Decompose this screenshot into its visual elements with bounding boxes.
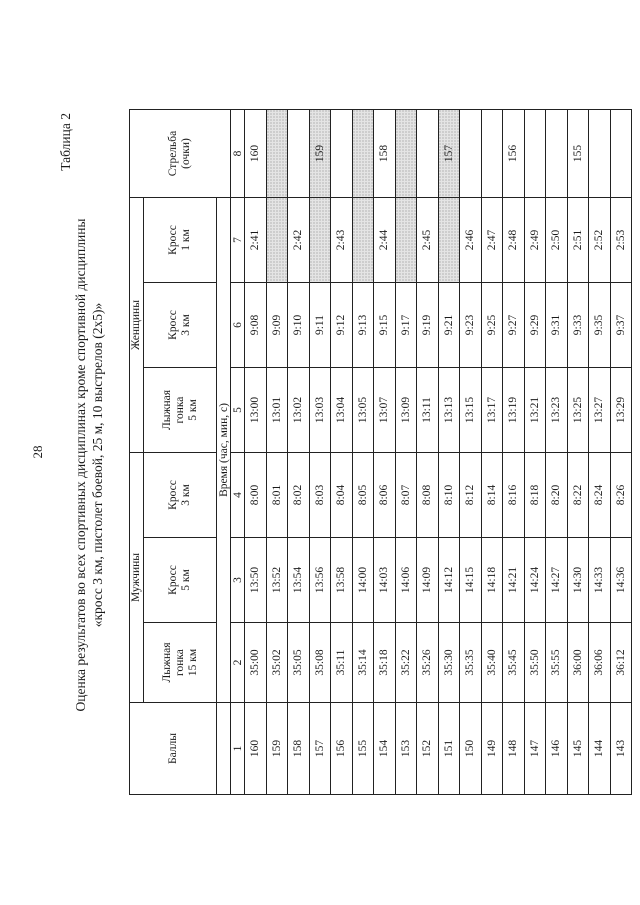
col-header-men-cross-5km <box>144 538 217 623</box>
points-cell: 159 <box>266 703 288 795</box>
table-label: Таблица 2 <box>58 113 73 171</box>
women-ski-5km-cell: 13:25 <box>567 368 589 453</box>
women-cross-3km-cell: 9:19 <box>417 283 439 368</box>
men-cross-5km-cell: 14:33 <box>589 538 611 623</box>
points-cell: 156 <box>331 703 353 795</box>
title-line: «кросс 3 км, пистолет боевой, 25 м, 10 выстрелов (2х5)» <box>90 302 105 628</box>
col-header-line: гонка <box>173 396 186 424</box>
women-cross-3km-cell: 9:08 <box>245 283 267 368</box>
women-cross-3km-cell: 9:13 <box>352 283 374 368</box>
men-ski-15km-cell: 35:30 <box>438 623 460 703</box>
column-number: 1 <box>231 703 245 795</box>
men-ski-15km-cell: 36:00 <box>567 623 589 703</box>
col-header-line: гонка <box>173 649 186 676</box>
shooting-header-line: (очки) <box>180 138 192 169</box>
women-cross-1km-cell <box>395 197 417 282</box>
points-cell: 145 <box>567 703 589 795</box>
men-cross-3km-cell: 8:08 <box>417 453 439 538</box>
table-row <box>567 109 589 794</box>
men-cross-3km-cell: 8:00 <box>245 453 267 538</box>
women-cross-1km-cell: 2:41 <box>245 197 267 282</box>
shooting-cell <box>395 109 417 197</box>
table-row <box>288 109 310 794</box>
shooting-cell <box>460 109 482 197</box>
table-row <box>395 109 417 794</box>
shooting-header <box>130 109 231 197</box>
shooting-cell <box>331 109 353 197</box>
women-cross-3km-cell: 9:09 <box>266 283 288 368</box>
men-cross-3km-cell: 8:24 <box>589 453 611 538</box>
men-ski-15km-cell: 35:40 <box>481 623 503 703</box>
rotated-content <box>50 85 627 845</box>
table-row <box>266 109 288 794</box>
table-title <box>72 85 106 845</box>
col-header-line: Кросс <box>167 565 179 595</box>
page-number: 28 <box>30 445 45 459</box>
table-row <box>481 109 503 794</box>
men-ski-15km-cell: 35:50 <box>524 623 546 703</box>
men-cross-3km-cell: 8:06 <box>374 453 396 538</box>
men-cross-5km-cell: 14:21 <box>503 538 525 623</box>
women-cross-1km-cell <box>266 197 288 282</box>
women-cross-3km-cell: 9:25 <box>481 283 503 368</box>
column-number: 8 <box>231 109 245 197</box>
col-header-men-cross-3km <box>144 453 217 538</box>
column-number: 3 <box>231 538 245 623</box>
shooting-cell <box>524 109 546 197</box>
col-header-line: 3 км <box>180 314 192 336</box>
shooting-cell: 159 <box>309 109 331 197</box>
men-ski-15km-cell: 35:00 <box>245 623 267 703</box>
men-ski-15km-cell: 35:11 <box>331 623 353 703</box>
men-cross-5km-cell: 14:18 <box>481 538 503 623</box>
men-cross-5km-cell: 13:56 <box>309 538 331 623</box>
column-number: 2 <box>231 623 245 703</box>
men-ski-15km-cell: 36:12 <box>610 623 632 703</box>
shooting-cell <box>352 109 374 197</box>
women-cross-3km-cell: 9:23 <box>460 283 482 368</box>
men-cross-3km-cell: 8:14 <box>481 453 503 538</box>
men-header: Мужчины <box>130 453 144 703</box>
points-cell: 143 <box>610 703 632 795</box>
table-row <box>245 109 267 794</box>
men-ski-15km-cell: 35:22 <box>395 623 417 703</box>
women-ski-5km-cell: 13:21 <box>524 368 546 453</box>
men-cross-3km-cell: 8:02 <box>288 453 310 538</box>
men-ski-15km-cell: 35:45 <box>503 623 525 703</box>
women-cross-3km-cell: 9:10 <box>288 283 310 368</box>
women-cross-3km-cell: 9:31 <box>546 283 568 368</box>
women-cross-1km-cell: 2:48 <box>503 197 525 282</box>
women-cross-1km-cell: 2:53 <box>610 197 632 282</box>
men-ski-15km-cell: 35:26 <box>417 623 439 703</box>
men-cross-5km-cell: 14:12 <box>438 538 460 623</box>
shooting-header-line: Стрельба <box>167 130 179 177</box>
points-cell: 155 <box>352 703 374 795</box>
shooting-cell <box>288 109 310 197</box>
men-cross-3km-cell: 8:10 <box>438 453 460 538</box>
women-ski-5km-cell: 13:27 <box>589 368 611 453</box>
men-cross-5km-cell: 14:06 <box>395 538 417 623</box>
men-ski-15km-cell: 36:06 <box>589 623 611 703</box>
points-cell: 160 <box>245 703 267 795</box>
men-cross-3km-cell: 8:26 <box>610 453 632 538</box>
women-cross-3km-cell: 9:29 <box>524 283 546 368</box>
women-cross-3km-cell: 9:11 <box>309 283 331 368</box>
women-ski-5km-cell: 13:00 <box>245 368 267 453</box>
table-body <box>245 109 632 794</box>
col-header-line: 5 км <box>180 569 192 591</box>
women-cross-3km-cell: 9:37 <box>610 283 632 368</box>
men-ski-15km-cell: 35:02 <box>266 623 288 703</box>
women-ski-5km-cell: 13:09 <box>395 368 417 453</box>
shooting-cell <box>417 109 439 197</box>
shooting-cell <box>589 109 611 197</box>
women-ski-5km-cell: 13:07 <box>374 368 396 453</box>
shooting-cell <box>546 109 568 197</box>
men-cross-5km-cell: 14:27 <box>546 538 568 623</box>
men-cross-3km-cell: 8:22 <box>567 453 589 538</box>
men-ski-15km-cell: 35:05 <box>288 623 310 703</box>
points-cell: 154 <box>374 703 396 795</box>
men-ski-15km-cell: 35:18 <box>374 623 396 703</box>
time-unit-label: Время (час, мин, с) <box>217 197 231 702</box>
women-cross-1km-cell: 2:47 <box>481 197 503 282</box>
men-cross-5km-cell: 13:52 <box>266 538 288 623</box>
women-cross-3km-cell: 9:12 <box>331 283 353 368</box>
shooting-cell <box>610 109 632 197</box>
shooting-cell <box>266 109 288 197</box>
women-ski-5km-cell: 13:01 <box>266 368 288 453</box>
table-row <box>352 109 374 794</box>
women-ski-5km-cell: 13:03 <box>309 368 331 453</box>
men-cross-3km-cell: 8:01 <box>266 453 288 538</box>
men-cross-3km-cell: 8:18 <box>524 453 546 538</box>
points-cell: 147 <box>524 703 546 795</box>
points-cell: 144 <box>589 703 611 795</box>
col-header-women-cross-1km <box>144 197 217 282</box>
col-header-line: Кросс <box>167 310 179 340</box>
women-cross-1km-cell: 2:43 <box>331 197 353 282</box>
women-cross-3km-cell: 9:15 <box>374 283 396 368</box>
women-ski-5km-cell: 13:13 <box>438 368 460 453</box>
shooting-cell: 155 <box>567 109 589 197</box>
men-cross-5km-cell: 14:00 <box>352 538 374 623</box>
women-ski-5km-cell: 13:23 <box>546 368 568 453</box>
results-table <box>129 109 632 795</box>
women-ski-5km-cell: 13:05 <box>352 368 374 453</box>
women-cross-1km-cell: 2:46 <box>460 197 482 282</box>
shooting-cell: 156 <box>503 109 525 197</box>
col-header-line: 15 км <box>186 648 199 677</box>
points-cell: 153 <box>395 703 417 795</box>
men-cross-3km-cell: 8:03 <box>309 453 331 538</box>
table-row <box>589 109 611 794</box>
women-ski-5km-cell: 13:19 <box>503 368 525 453</box>
col-header-line: Лыжная <box>160 389 173 431</box>
women-ski-5km-cell: 13:11 <box>417 368 439 453</box>
women-cross-3km-cell: 9:33 <box>567 283 589 368</box>
title-line: Оценка результатов во всех спортивных дисциплинах кроме спортивной дисциплины <box>73 218 88 712</box>
column-number: 6 <box>231 283 245 368</box>
men-cross-3km-cell: 8:07 <box>395 453 417 538</box>
col-header-women-ski-5km <box>144 368 217 453</box>
col-header-line: 3 км <box>180 484 192 506</box>
men-cross-3km-cell: 8:05 <box>352 453 374 538</box>
shooting-cell: 160 <box>245 109 267 197</box>
points-header: Баллы <box>130 703 217 795</box>
table-row <box>460 109 482 794</box>
table-row <box>438 109 460 794</box>
women-cross-1km-cell: 2:50 <box>546 197 568 282</box>
points-cell: 149 <box>481 703 503 795</box>
men-cross-5km-cell: 13:58 <box>331 538 353 623</box>
women-cross-1km-cell <box>352 197 374 282</box>
women-ski-5km-cell: 13:17 <box>481 368 503 453</box>
women-cross-1km-cell: 2:42 <box>288 197 310 282</box>
women-cross-1km-cell: 2:51 <box>567 197 589 282</box>
table-row <box>309 109 331 794</box>
women-cross-1km-cell: 2:44 <box>374 197 396 282</box>
women-ski-5km-cell: 13:02 <box>288 368 310 453</box>
col-header-line: Лыжная <box>160 642 173 683</box>
table-row <box>503 109 525 794</box>
col-header-men-ski-15km <box>144 623 217 703</box>
shooting-cell: 158 <box>374 109 396 197</box>
women-cross-3km-cell: 9:17 <box>395 283 417 368</box>
women-cross-3km-cell: 9:35 <box>589 283 611 368</box>
women-cross-3km-cell: 9:21 <box>438 283 460 368</box>
men-cross-3km-cell: 8:20 <box>546 453 568 538</box>
column-number: 4 <box>231 453 245 538</box>
women-cross-1km-cell <box>309 197 331 282</box>
table-row <box>524 109 546 794</box>
table-row <box>610 109 632 794</box>
col-header-women-cross-3km <box>144 283 217 368</box>
women-cross-1km-cell <box>438 197 460 282</box>
col-header-line: Кросс <box>167 480 179 510</box>
women-ski-5km-cell: 13:15 <box>460 368 482 453</box>
men-cross-5km-cell: 14:09 <box>417 538 439 623</box>
shooting-cell <box>481 109 503 197</box>
women-header: Женщины <box>130 197 144 452</box>
points-cell: 146 <box>546 703 568 795</box>
table-row <box>331 109 353 794</box>
points-cell: 157 <box>309 703 331 795</box>
men-ski-15km-cell: 35:08 <box>309 623 331 703</box>
points-cell: 150 <box>460 703 482 795</box>
men-ski-15km-cell: 35:14 <box>352 623 374 703</box>
men-cross-5km-cell: 13:54 <box>288 538 310 623</box>
women-ski-5km-cell: 13:29 <box>610 368 632 453</box>
men-cross-3km-cell: 8:12 <box>460 453 482 538</box>
points-cell: 152 <box>417 703 439 795</box>
table-row <box>374 109 396 794</box>
points-cell: 158 <box>288 703 310 795</box>
points-cell: 148 <box>503 703 525 795</box>
men-cross-5km-cell: 14:36 <box>610 538 632 623</box>
men-cross-5km-cell: 14:15 <box>460 538 482 623</box>
table-row <box>417 109 439 794</box>
column-number: 7 <box>231 197 245 282</box>
men-cross-5km-cell: 14:30 <box>567 538 589 623</box>
women-cross-3km-cell: 9:27 <box>503 283 525 368</box>
women-cross-1km-cell: 2:52 <box>589 197 611 282</box>
women-cross-1km-cell: 2:45 <box>417 197 439 282</box>
women-cross-1km-cell: 2:49 <box>524 197 546 282</box>
col-header-line: 1 км <box>180 229 192 251</box>
women-ski-5km-cell: 13:04 <box>331 368 353 453</box>
men-cross-3km-cell: 8:04 <box>331 453 353 538</box>
column-number: 5 <box>231 368 245 453</box>
men-cross-3km-cell: 8:16 <box>503 453 525 538</box>
men-cross-5km-cell: 13:50 <box>245 538 267 623</box>
men-ski-15km-cell: 35:55 <box>546 623 568 703</box>
men-ski-15km-cell: 35:35 <box>460 623 482 703</box>
shooting-cell: 157 <box>438 109 460 197</box>
points-unit-cell <box>217 703 231 795</box>
col-header-line: 5 км <box>186 399 199 421</box>
table-row <box>546 109 568 794</box>
col-header-line: Кросс <box>167 225 179 255</box>
points-cell: 151 <box>438 703 460 795</box>
men-cross-5km-cell: 14:03 <box>374 538 396 623</box>
men-cross-5km-cell: 14:24 <box>524 538 546 623</box>
